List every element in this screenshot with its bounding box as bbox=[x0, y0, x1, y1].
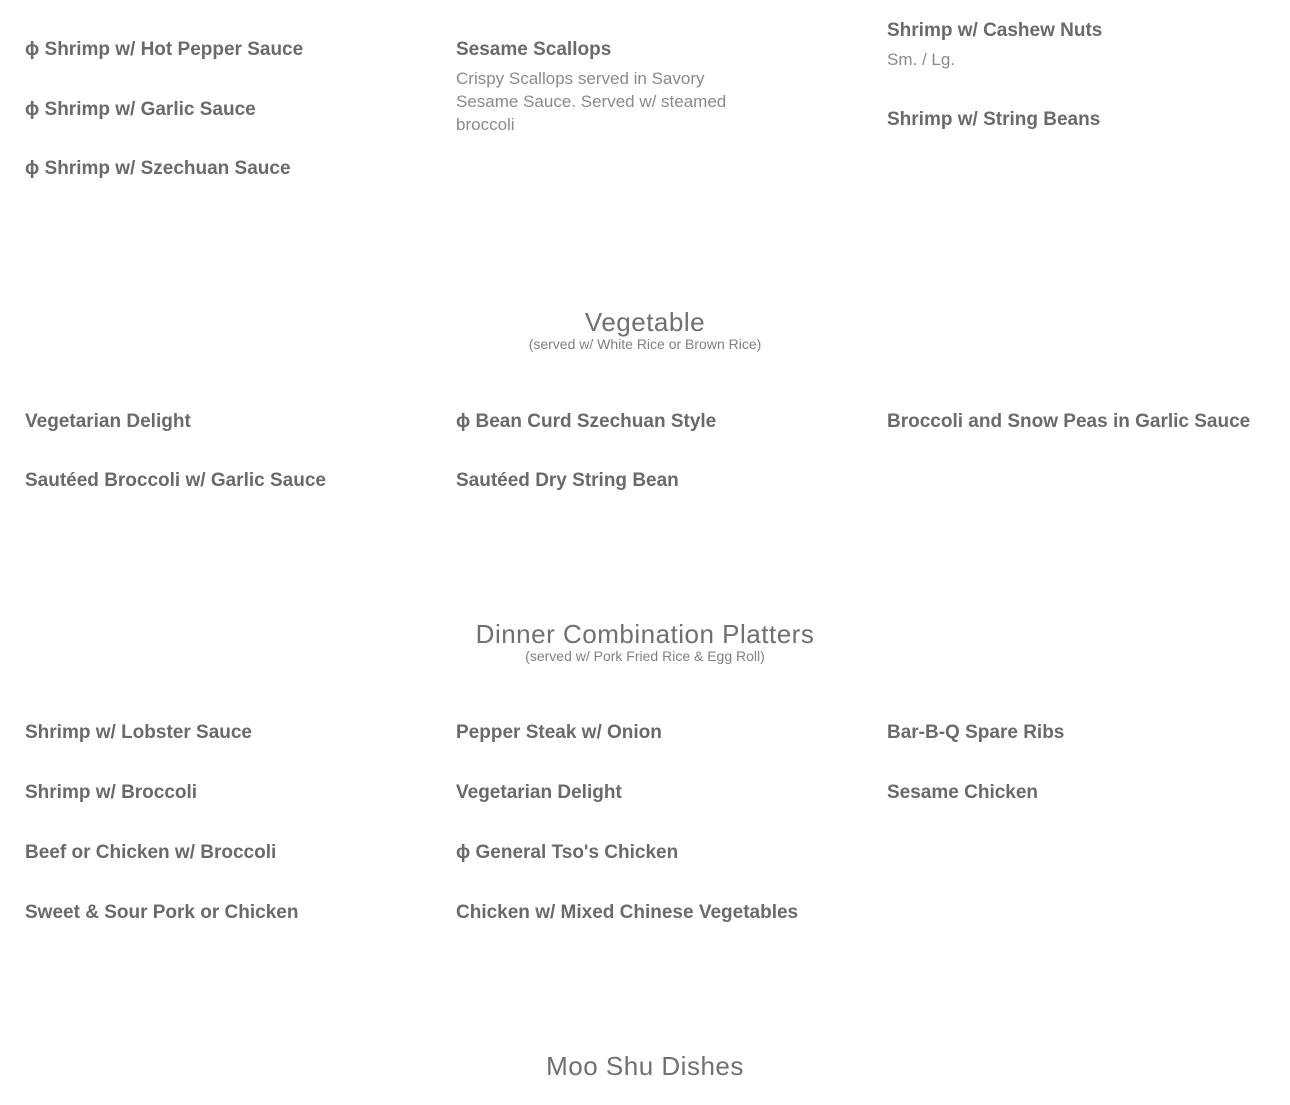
menu-item: Vegetarian Delight bbox=[456, 782, 622, 803]
menu-item: Sautéed Broccoli w/ Garlic Sauce bbox=[25, 470, 326, 491]
menu-item: Chicken w/ Mixed Chinese Vegetables bbox=[456, 902, 799, 923]
menu-item: Shrimp w/ Lobster Sauce bbox=[25, 722, 252, 743]
menu-item: Pepper Steak w/ Onion bbox=[456, 722, 662, 743]
menu-item: ϕ General Tso's Chicken bbox=[456, 842, 679, 863]
section-subtitle: (served w/ White Rice or Brown Rice) bbox=[528, 336, 762, 352]
menu-item: Beef or Chicken w/ Broccoli bbox=[25, 842, 277, 863]
menu-item: ϕ Bean Curd Szechuan Style bbox=[456, 411, 717, 432]
menu-item: Shrimp w/ String Beans bbox=[887, 109, 1101, 130]
menu-item: Shrimp w/ Broccoli bbox=[25, 782, 198, 803]
menu-item: ϕ Shrimp w/ Garlic Sauce bbox=[25, 99, 256, 120]
section-title: Dinner Combination Platters bbox=[475, 619, 815, 649]
menu-item-description: Crispy Scallops served in Savory Sesame Sauce. Served w/ steamed broccoli bbox=[456, 69, 727, 134]
menu-item: Sweet & Sour Pork or Chicken bbox=[25, 902, 299, 923]
menu-item: Bar-B-Q Spare Ribs bbox=[887, 722, 1065, 743]
menu-item: ϕ Shrimp w/ Hot Pepper Sauce bbox=[25, 39, 304, 60]
menu-item-size-note: Sm. / Lg. bbox=[887, 50, 956, 69]
menu-item: ϕ Shrimp w/ Szechuan Sauce bbox=[25, 158, 291, 179]
section-title: Vegetable bbox=[584, 307, 706, 337]
menu-item: Broccoli and Snow Peas in Garlic Sauce bbox=[887, 411, 1251, 432]
menu-item: Shrimp w/ Cashew Nuts bbox=[887, 20, 1103, 41]
section-subtitle: (served w/ Pork Fried Rice & Egg Roll) bbox=[525, 648, 765, 664]
menu-item: Sesame Chicken bbox=[887, 782, 1039, 803]
section-title: Moo Shu Dishes bbox=[546, 1051, 744, 1081]
menu-item: Sautéed Dry String Bean bbox=[456, 470, 679, 491]
menu-item: Vegetarian Delight bbox=[25, 411, 191, 432]
menu-item: Sesame Scallops bbox=[456, 39, 612, 60]
